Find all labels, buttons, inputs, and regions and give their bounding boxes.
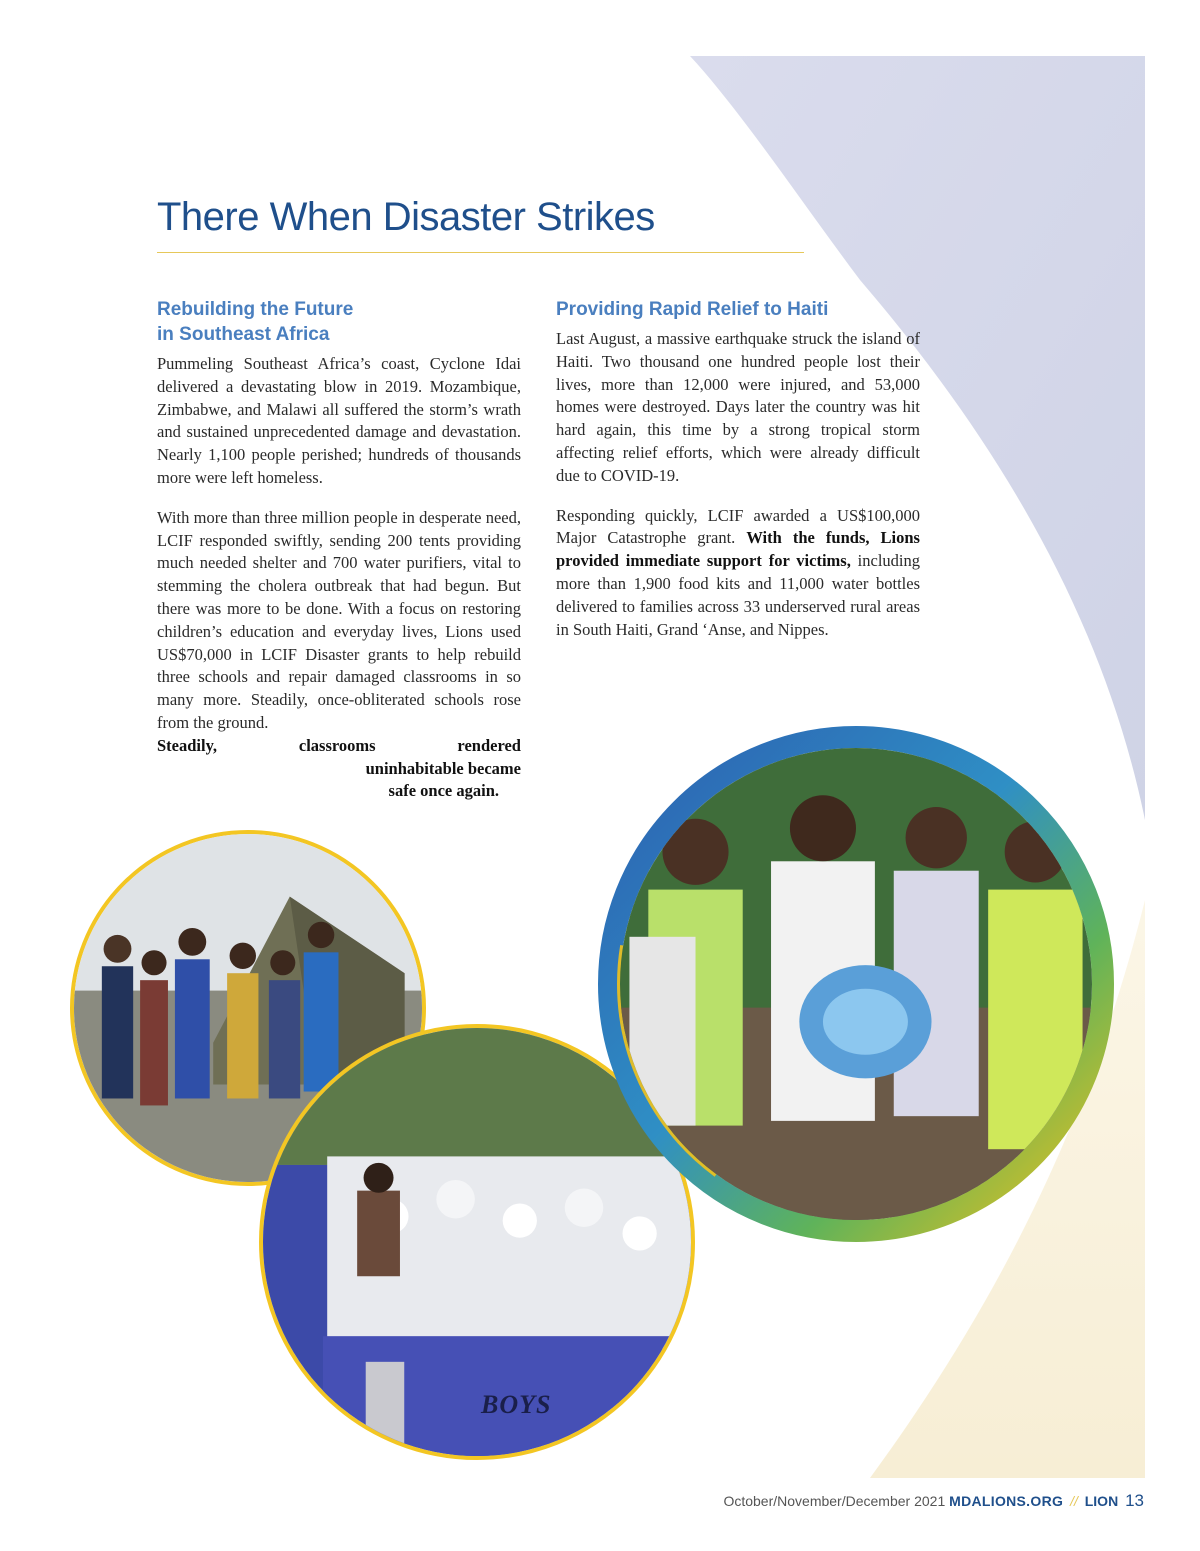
- title-divider: [157, 252, 804, 253]
- paragraph: Pummeling Southeast Africa’s coast, Cyclone Idai delivered a devastating blow in 2019. Mozambique, Zimbabwe, and Malawi all suffered the storm’s wrath and sustained unprecedented damage and devastation. Nearly 1,100 people perished; hundreds of thousands more were left homeless.: [157, 354, 521, 487]
- bold-word: Steadily,: [157, 735, 218, 755]
- page-footer: [723, 1491, 1144, 1511]
- article-southeast-africa: [157, 297, 521, 803]
- bold-line: uninhabitable became: [365, 758, 521, 778]
- footer-magazine-name: LION: [1084, 1493, 1119, 1509]
- page-number: 13: [1125, 1491, 1144, 1510]
- bold-word: rendered: [457, 735, 521, 755]
- section-heading-haiti: Providing Rapid Relief to Haiti: [556, 299, 829, 320]
- page-title: There When Disaster Strikes: [157, 195, 655, 239]
- bold-word: classrooms: [298, 735, 376, 755]
- paragraph-text: including more than 1,900 food kits and 11,000 water bottles delivered to families across 33 underserved rural areas in South Haiti, Grand ‘Anse, and Nippes.: [556, 551, 921, 639]
- footer-website-link[interactable]: MDALIONS.ORG: [949, 1493, 1064, 1509]
- bold-emphasis: With the funds, Lions provided immediate support for victims,: [556, 528, 920, 571]
- heading-line-2: in Southeast Africa: [157, 324, 330, 345]
- paragraph: Last August, a massive earthquake struck the island of Haiti. Two thousand one hundred people lost their lives, more than 12,000 were injured, and 53,000 homes were destroyed. Days later the country was hit hard again, this time by a strong tropical storm affecting relief efforts, which were already difficult due to COVID-19.: [556, 329, 920, 485]
- footer-separator: //: [1070, 1493, 1078, 1509]
- paragraph-text: Responding quickly, LCIF awarded a US$100,000 Major Catastrophe grant.: [556, 505, 920, 548]
- footer-issue: October/November/December 2021: [723, 1493, 946, 1509]
- paragraph: With more than three million people in desperate need, LCIF responded swiftly, sending 200 tents providing much needed shelter and 700 water purifiers, vital to stemming the cholera outbreak that had begun. But there was more to be done. With a focus on restoring children’s education and everyday lives, Lions used US$70,000 in LCIF Disaster grants to help rebuild three schools and repair damaged classrooms in so many more. Steadily, once-obliterated schools rose from the ground.: [157, 507, 521, 732]
- section-heading-southeast-africa: [157, 297, 521, 347]
- article-haiti: [556, 297, 920, 658]
- photo-haiti-illustration: [620, 748, 1092, 1220]
- photo-haiti-relief-frame: [596, 724, 1116, 1244]
- heading-line-1: Rebuilding the Future: [157, 299, 354, 320]
- bold-closing-statement: [157, 735, 521, 803]
- photo-haiti-relief: [620, 748, 1092, 1220]
- truck-lettering: BOYS: [481, 1390, 552, 1419]
- paragraph: [556, 505, 920, 642]
- bold-line: safe once again.: [388, 781, 499, 801]
